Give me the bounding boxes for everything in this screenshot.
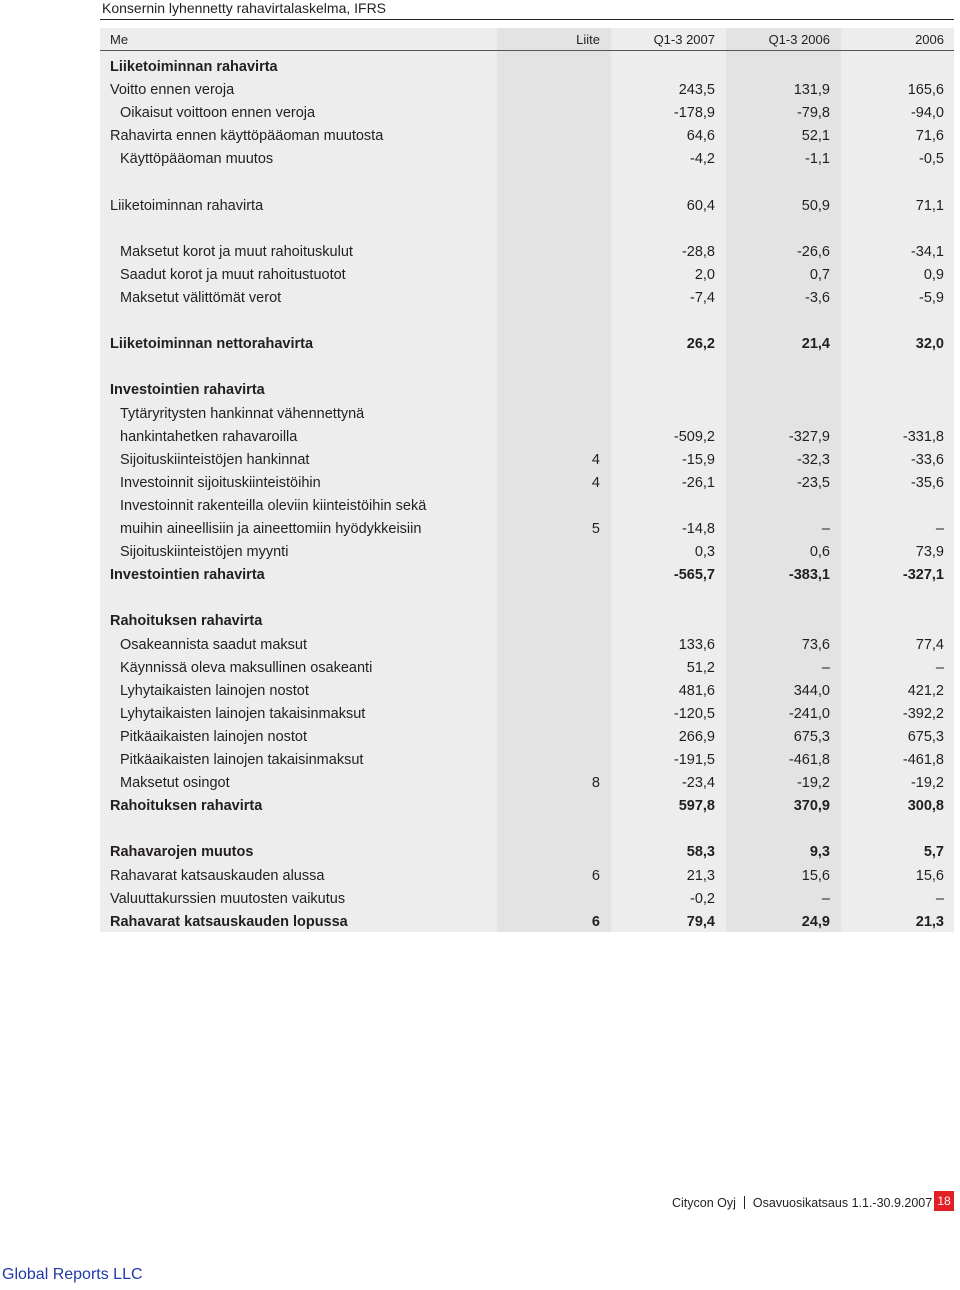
row-value-q1-3-2006: 0,6 [809,544,830,561]
page-footer [672,1195,932,1211]
row-value-q1-3-2007: 60,4 [686,197,715,214]
row-value-2006: 32,0 [915,336,944,353]
row-label: Maksetut osingot [120,775,230,792]
table-row [100,911,954,934]
row-value-q1-3-2006: 675,3 [793,728,830,745]
row-value-q1-3-2007: -120,5 [673,705,715,722]
row-value-q1-3-2006: -1,1 [805,151,830,168]
row-value-q1-3-2006: -32,3 [796,451,830,468]
row-value-2006: – [935,890,944,907]
row-value-q1-3-2006: 21,4 [801,336,830,353]
row-label: Liiketoiminnan nettorahavirta [110,336,314,353]
row-value-q1-3-2007: -509,2 [673,428,715,445]
row-value-q1-3-2006: – [821,521,830,537]
table-row [100,495,954,518]
table-row [100,564,954,587]
row-label: Oikaisut voittoon ennen veroja [120,105,316,122]
row-label: Liiketoiminnan rahavirta [110,197,264,214]
row-value-q1-3-2007: 481,6 [678,682,715,699]
table-row [100,795,954,818]
row-label: Rahoituksen rahavirta [110,613,263,630]
spacer-row [100,587,954,610]
row-label: Voitto ennen veroja [110,82,235,99]
table-row [100,703,954,726]
row-value-2006: 15,6 [915,867,944,884]
row-value-q1-3-2007: -15,9 [681,451,715,468]
row-value-q1-3-2006: 50,9 [801,197,830,214]
row-label: Rahoituksen rahavirta [110,798,263,815]
row-label: Valuuttakurssien muutosten vaikutus [110,890,346,907]
row-value-q1-3-2006: -19,2 [796,775,830,792]
row-note: 8 [591,775,600,792]
row-label: Maksetut korot ja muut rahoituskulut [120,243,353,260]
row-value-q1-3-2007: 58,3 [686,844,715,861]
row-label: Rahavarojen muutos [110,844,254,861]
row-value-q1-3-2007: 243,5 [678,82,715,99]
row-value-q1-3-2007: 597,8 [678,798,715,815]
row-value-2006: 21,3 [915,913,944,930]
table-row [100,403,954,426]
table-row [100,657,954,680]
row-label: hankintahetken rahavaroilla [120,428,298,445]
row-value-q1-3-2007: -14,8 [681,521,715,537]
row-note: 6 [591,913,600,930]
row-value-q1-3-2006: 370,9 [793,798,830,815]
row-label: Käynnissä oleva maksullinen osakeanti [120,659,373,676]
row-value-2006: -461,8 [902,752,944,768]
row-value-q1-3-2007: 51,2 [686,659,715,676]
title-bar [100,0,954,20]
row-value-q1-3-2006: 52,1 [801,128,830,145]
row-value-2006: -34,1 [910,243,944,260]
row-value-q1-3-2007: 64,6 [686,128,715,145]
row-label: Investointien rahavirta [110,567,265,584]
table-row [100,333,954,356]
table-row [100,541,954,564]
row-value-q1-3-2006: -327,9 [788,428,830,445]
spacer-row [100,172,954,195]
row-label: Rahavarat katsauskauden alussa [110,867,325,884]
table-row [100,726,954,749]
row-value-2006: -327,1 [902,567,944,584]
header-2006: 2006 [915,32,944,47]
row-value-q1-3-2007: -28,8 [681,243,715,260]
table-row [100,888,954,911]
row-value-q1-3-2006: 9,3 [809,844,830,861]
row-value-q1-3-2006: -461,8 [788,752,830,768]
table-row [100,610,954,633]
row-value-q1-3-2006: -241,0 [788,705,830,722]
row-label: Sijoituskiinteistöjen hankinnat [120,451,310,468]
spacer-row [100,818,954,841]
row-value-q1-3-2006: – [821,659,830,676]
row-label: Tytäryritysten hankinnat vähennettynä [120,405,365,422]
row-label: Lyhytaikaisten lainojen takaisinmaksut [120,705,366,722]
row-value-2006: -331,8 [902,428,944,445]
page-number: 18 [934,1191,954,1211]
row-value-2006: 675,3 [907,728,944,745]
header-q1-3-2006: Q1-3 2006 [768,32,830,47]
row-value-q1-3-2007: -7,4 [690,290,715,306]
row-label: Osakeannista saadut maksut [120,636,307,653]
row-label: Pitkäaikaisten lainojen takaisinmaksut [120,752,364,768]
row-value-q1-3-2007: 0,3 [694,544,715,561]
row-label: Investoinnit sijoituskiinteistöihin [120,474,321,491]
row-label: muihin aineellisiin ja aineettomiin hyödykkeisiin [120,521,422,537]
spacer-row [100,310,954,333]
table-row [100,449,954,472]
row-value-2006: 71,1 [915,197,944,214]
row-value-2006: 0,9 [923,266,944,283]
row-value-2006: 71,6 [915,128,944,145]
row-label: Saadut korot ja muut rahoitustuotot [120,266,346,283]
row-value-q1-3-2007: -178,9 [673,105,715,122]
row-value-2006: -19,2 [910,775,944,792]
table-row [100,634,954,657]
table-header [100,28,954,51]
row-value-q1-3-2007: 2,0 [694,266,715,283]
row-value-q1-3-2006: -3,6 [805,290,830,306]
watermark: Global Reports LLC [2,1266,143,1283]
row-value-q1-3-2006: 15,6 [801,867,830,884]
spacer-row [100,218,954,241]
row-note: 4 [591,451,600,468]
row-value-q1-3-2007: -4,2 [690,151,715,168]
row-label: Liiketoiminnan rahavirta [110,59,278,75]
row-label: Lyhytaikaisten lainojen nostot [120,682,309,699]
row-value-2006: -5,9 [919,290,944,306]
row-value-q1-3-2007: 79,4 [686,913,715,930]
row-note: 4 [591,474,600,491]
row-value-q1-3-2007: -23,4 [681,775,715,792]
table-row [100,841,954,864]
row-label: Rahavirta ennen käyttöpääoman muutosta [110,128,384,145]
row-value-q1-3-2007: 266,9 [678,728,715,745]
table-row [100,379,954,402]
table-row [100,749,954,772]
row-value-q1-3-2006: 73,6 [801,636,830,653]
row-value-2006: 77,4 [915,636,944,653]
row-value-q1-3-2006: – [821,890,830,907]
row-value-2006: 5,7 [923,844,944,861]
row-value-2006: -35,6 [910,474,944,491]
row-value-2006: -0,5 [919,151,944,168]
row-label: Käyttöpääoman muutos [120,151,274,168]
table-row [100,772,954,795]
table-row [100,148,954,171]
row-value-2006: – [935,659,944,676]
table-row [100,56,954,79]
table-row [100,264,954,287]
table-row [100,195,954,218]
table-row [100,865,954,888]
row-value-q1-3-2007: -26,1 [681,474,715,491]
footer-company: Citycon Oyj [672,1196,736,1210]
row-value-q1-3-2006: 344,0 [793,682,830,699]
row-value-q1-3-2006: -23,5 [796,474,830,491]
footer-report: Osavuosikatsaus 1.1.-30.9.2007 [752,1196,933,1210]
row-label: Maksetut välittömät verot [120,290,282,306]
header-divider [100,50,954,51]
row-note: 5 [591,521,600,537]
page-title: Konsernin lyhennetty rahavirtalaskelma, IFRS [102,0,387,16]
row-value-2006: – [935,521,944,537]
row-label: Investoinnit rakenteilla oleviin kiinteistöihin sekä [120,497,427,514]
row-note: 6 [591,867,600,884]
row-value-q1-3-2007: 26,2 [686,336,715,353]
row-value-q1-3-2006: -383,1 [788,567,830,584]
row-label: Investointien rahavirta [110,382,265,399]
table-row [100,518,954,541]
row-value-2006: 300,8 [907,798,944,815]
row-value-q1-3-2006: 131,9 [793,82,830,99]
row-label: Rahavarat katsauskauden lopussa [110,913,348,930]
row-label: Pitkäaikaisten lainojen nostot [120,728,308,745]
row-value-q1-3-2007: -565,7 [673,567,715,584]
spacer-row [100,356,954,379]
row-value-2006: 165,6 [907,82,944,99]
row-value-q1-3-2007: 21,3 [686,867,715,884]
header-q1-3-2007: Q1-3 2007 [653,32,715,47]
row-value-q1-3-2006: -26,6 [796,243,830,260]
table-row [100,241,954,264]
row-value-2006: -33,6 [910,451,944,468]
table-row [100,472,954,495]
table-row [100,79,954,102]
row-value-2006: -94,0 [910,105,944,122]
row-value-2006: 73,9 [915,544,944,561]
row-value-2006: -392,2 [902,705,944,722]
row-value-q1-3-2006: 24,9 [801,913,830,930]
header-unit: Me [110,32,129,47]
header-liite: Liite [576,32,600,47]
table-row [100,102,954,125]
cash-flow-table [100,28,954,932]
row-value-q1-3-2007: -191,5 [673,752,715,768]
table-row [100,125,954,148]
row-value-q1-3-2006: -79,8 [796,105,830,122]
row-value-2006: 421,2 [907,682,944,699]
row-label: Sijoituskiinteistöjen myynti [120,544,289,561]
table-row [100,680,954,703]
table-row [100,287,954,310]
row-value-q1-3-2006: 0,7 [809,266,830,283]
row-value-q1-3-2007: 133,6 [678,636,715,653]
footer-separator [744,1196,745,1209]
table-row [100,426,954,449]
row-value-q1-3-2007: -0,2 [690,890,715,907]
